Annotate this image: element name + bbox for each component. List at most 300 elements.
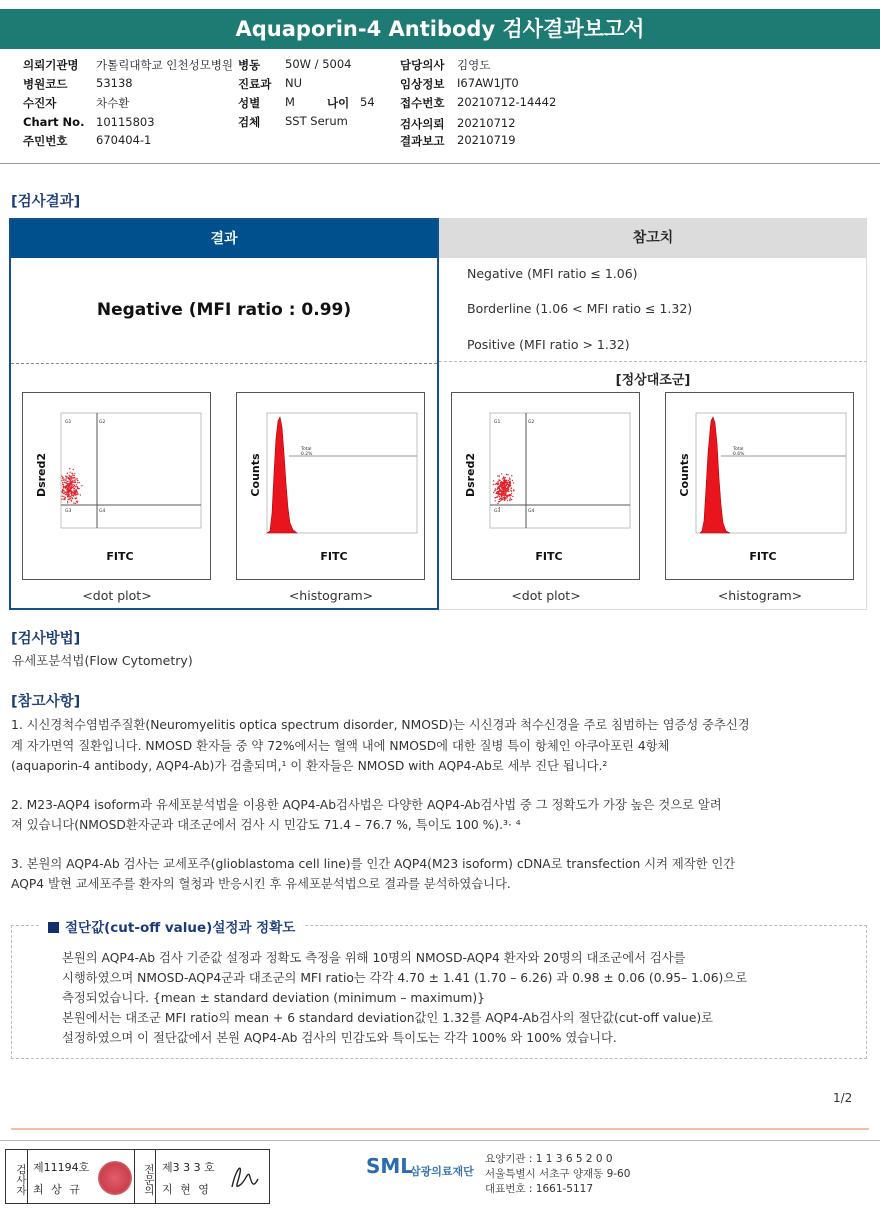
cell-event-dot [510,482,511,483]
cell-event-dot [61,476,62,477]
cell-event-dot [499,490,500,491]
control-histogram-svg [666,393,853,579]
cell-event-dot [500,494,501,495]
result-divider [11,363,437,364]
cell-event-dot [511,491,512,492]
footer [0,1144,880,1211]
cell-event-dot [77,492,78,493]
info-value: 20210712-14442 [457,95,557,109]
cell-event-dot [77,493,78,494]
cell-event-dot [76,494,77,495]
hist-xlabel: FITC [749,550,777,563]
cell-event-dot [79,488,80,489]
cell-event-dot [508,487,509,488]
cell-event-dot [67,501,68,502]
cell-event-dot [62,484,63,485]
hist-ylabel: Counts [249,453,262,497]
cutoff-line: 설정하였으며 이 절단값에서 본원 AQP4-Ab 검사의 민감도와 특이도는 각각 100% 와 100% 였습니다. [62,1031,617,1045]
info-value: 54 [360,95,375,109]
cell-event-dot [507,481,508,482]
patient-histogram-svg [237,393,424,579]
info-label: 검사의뢰 [400,117,445,131]
control-dot-plot [451,392,640,580]
cell-event-dot [76,484,77,485]
cell-event-dot [509,479,510,480]
cell-event-dot [507,474,508,475]
note-line: AQP4 발현 교세포주를 환자의 혈청과 반응시킨 후 유세포분석법으로 결과를 분석하였습니다. [11,877,511,891]
cell-event-dot [69,475,70,476]
cell-event-dot [76,501,77,502]
cell-event-dot [61,480,62,481]
sign1-name: 최 상 규 [33,1183,82,1196]
info-value: I67AW1JT0 [457,76,519,90]
cell-event-dot [509,478,510,479]
cell-event-dot [66,478,67,479]
cell-event-dot [73,486,74,487]
cell-event-dot [76,486,77,487]
cell-event-dot [509,499,510,500]
patient-dot-plot-svg [23,393,210,579]
cell-event-dot [69,496,70,497]
cell-event-dot [497,496,498,497]
cell-event-dot [79,482,80,483]
cell-event-dot [69,491,70,492]
cell-event-dot [511,499,512,500]
cell-event-dot [67,502,68,503]
cell-event-dot [493,480,494,481]
cell-event-dot [505,481,506,482]
info-label: 병원코드 [23,77,68,91]
cell-event-dot [68,478,69,479]
cell-event-dot [75,489,76,490]
cell-event-dot [506,495,507,496]
cell-event-dot [67,491,68,492]
cell-event-dot [495,484,496,485]
reference-header: 참고치 [439,218,867,258]
reference-negative: Negative (MFI ratio ≤ 1.06) [467,266,638,281]
gate-label: Total [733,447,744,452]
info-value: 670404-1 [96,133,152,147]
info-label: Chart No. [23,115,85,129]
org-info [485,1152,630,1197]
quadrant-g3: G3 [494,509,501,514]
cutoff-line: 시행하였으며 NMOSD-AQP4군과 대조군의 MFI ratio는 각각 4.70 ± 1.41 (1.70 – 6.26) 과 0.98 ± 0.06 (0.95– 1.06)으로 [62,971,748,985]
cell-event-dot [64,486,65,487]
hist-xlabel: FITC [320,550,348,563]
cell-event-dot [72,473,73,474]
cell-event-dot [74,485,75,486]
cell-event-dot [495,497,496,498]
info-label: 임상정보 [400,77,445,91]
info-label: 성별 [238,96,261,110]
cell-event-dot [64,498,65,499]
info-label: 나이 [327,96,350,110]
cell-event-dot [75,494,76,495]
cell-event-dot [497,488,498,489]
cell-event-dot [65,480,66,481]
dot-xlabel: FITC [106,550,134,563]
info-label: 의뢰기관명 [23,58,79,72]
cell-event-dot [504,491,505,492]
control-dot-caption: <dot plot> [511,588,581,603]
cell-event-dot [508,491,509,492]
dot-ylabel: Dsred2 [35,452,48,498]
cell-event-dot [498,493,499,494]
cell-event-dot [64,482,65,483]
cell-event-dot [77,501,78,502]
cell-event-dot [70,476,71,477]
cell-event-dot [498,492,499,493]
gate-label: Total [301,447,312,452]
cell-event-dot [505,487,506,488]
signature-icon [226,1159,266,1195]
cell-event-dot [500,486,501,487]
cell-event-dot [72,474,73,475]
cell-event-dot [497,482,498,483]
cell-event-dot [63,486,64,487]
cell-event-dot [506,480,507,481]
cell-event-dot [69,484,70,485]
gate-value: 0.6% [733,452,745,457]
reference-borderline: Borderline (1.06 < MFI ratio ≤ 1.32) [467,301,693,316]
cell-event-dot [499,480,500,481]
cell-event-dot [77,488,78,489]
cell-event-dot [511,475,512,476]
header-divider [0,163,880,164]
page-number: 1/2 [833,1091,853,1105]
cell-event-dot [497,481,498,482]
sign2-number: 제3 3 3 호 [162,1161,215,1174]
info-label: 결과보고 [400,134,445,148]
cell-event-dot [63,496,64,497]
cell-event-dot [502,498,503,499]
quadrant-g2: G2 [528,420,535,425]
cell-event-dot [72,498,73,499]
cell-event-dot [500,500,501,501]
cell-event-dot [73,469,74,470]
cell-event-dot [501,495,502,496]
sml-logo: SML [366,1154,414,1178]
info-value: 20210712 [457,116,516,130]
quadrant-g1: G1 [65,420,72,425]
cutoff-box [11,920,867,1059]
cell-event-dot [67,484,68,485]
cell-event-dot [68,495,69,496]
cell-event-dot [513,482,514,483]
patient-info [0,55,880,155]
cell-event-dot [505,497,506,498]
cell-event-dot [507,483,508,484]
cell-event-dot [70,486,71,487]
cell-event-dot [77,482,78,483]
cell-event-dot [66,487,67,488]
cell-event-dot [501,473,502,474]
note-line: 계 자가면역 질환입니다. NMOSD 환자들 중 약 72%에서는 혈액 내에 NMOSD에 대한 질병 특이 항체인 아쿠아포린 4항체 [11,738,670,753]
note-line: 3. 본원의 AQP4-Ab 검사는 교세포주(glioblastoma cell line)를 인간 AQP4(M23 isoform) cDNA로 transfection 시켜 제작한 인간 [11,856,736,871]
cell-event-dot [497,475,498,476]
quadrant-g1: G1 [494,420,501,425]
cell-event-dot [506,497,507,498]
cell-event-dot [507,490,508,491]
quadrant-g4: G4 [99,509,106,514]
cutoff-text [62,948,862,1048]
cell-event-dot [511,493,512,494]
note-line: 1. 시신경척수염범주질환(Neuromyelitis optica spectrum disorder, NMOSD)는 시신경과 척수신경을 주로 침범하는 염증성 중추신경 [11,718,750,732]
cell-event-dot [71,492,72,493]
cell-event-dot [75,492,76,493]
info-value: NU [285,76,303,90]
cell-event-dot [504,500,505,501]
cell-event-dot [502,493,503,494]
cell-event-dot [67,489,68,490]
gate-value: 0.2% [301,452,313,457]
result-value: Negative (MFI ratio : 0.99) [96,300,352,320]
sign1-label: 검사자 [6,1150,28,1203]
cell-event-dot [69,485,70,486]
cell-event-dot [499,496,500,497]
cell-event-dot [509,495,510,496]
cell-event-dot [497,491,498,492]
cell-event-dot [69,479,70,480]
cell-event-dot [73,477,74,478]
cell-event-dot [74,473,75,474]
cell-event-dot [493,484,494,485]
reference-divider [439,361,867,362]
cell-event-dot [495,488,496,489]
cell-event-dot [67,494,68,495]
patient-dot-plot [22,392,211,580]
cell-event-dot [73,492,74,493]
cell-event-dot [69,468,70,469]
org-code: 요양기관 : 1 1 3 6 5 2 0 0 [485,1153,613,1165]
cell-event-dot [74,490,75,491]
cell-event-dot [62,482,63,483]
cell-event-dot [494,490,495,491]
cell-event-dot [512,480,513,481]
cell-event-dot [67,486,68,487]
cell-event-dot [73,480,74,481]
cell-event-dot [504,479,505,480]
cell-event-dot [70,490,71,491]
patient-dot-caption: <dot plot> [82,588,152,603]
cell-event-dot [495,493,496,494]
org-phone: 대표번호 : 1661-5117 [485,1183,594,1195]
cell-event-dot [503,497,504,498]
cell-event-dot [61,499,62,500]
cell-event-dot [493,492,494,493]
info-value: 50W / 5004 [285,57,352,71]
notes [11,715,871,895]
cutoff-line: 본원에서는 대조군 MFI ratio의 mean + 6 standard deviation값인 1.32를 AQP4-Ab검사의 절단값(cut-off value)로 [62,1011,714,1025]
cell-event-dot [503,476,504,477]
cell-event-dot [62,478,63,479]
info-value: M [285,95,295,109]
quadrant-g2: G2 [99,420,106,425]
cell-event-dot [65,494,66,495]
cell-event-dot [71,487,72,488]
info-label: 병동 [238,58,261,72]
footer-divider [11,1128,869,1130]
cell-event-dot [81,485,82,486]
info-label: 검체 [238,115,261,129]
cell-event-dot [65,482,66,483]
patient-hist-caption: <histogram> [288,588,374,603]
cell-event-dot [71,483,72,484]
cell-event-dot [505,485,506,486]
cell-event-dot [72,484,73,485]
report-title: Aquaporin-4 Antibody 검사결과보고서 [0,9,880,49]
note-line: 져 있습니다(NMOSD환자군과 대조군에서 검사 시 민감도 71.4 – 76.7 %, 특이도 100 %).³· ⁴ [11,818,521,832]
cell-event-dot [66,492,67,493]
cell-event-dot [75,478,76,479]
cell-event-dot [505,495,506,496]
quadrant-g3: G3 [65,509,72,514]
control-label: [정상대조군] [615,373,691,388]
cell-event-dot [71,497,72,498]
cell-event-dot [509,484,510,485]
cell-event-dot [499,488,500,489]
cell-event-dot [65,491,66,492]
cutoff-line: 본원의 AQP4-Ab 검사 기준값 설정과 정확도 측정을 위해 10명의 NMOSD-AQP4 환자와 20명의 대조군에서 검사를 [62,951,686,965]
info-value: SST Serum [285,114,348,128]
sign2-label: 전문의 [134,1150,156,1203]
cell-event-dot [73,502,74,503]
hist-ylabel: Counts [678,453,691,497]
cell-event-dot [71,478,72,479]
cell-event-dot [66,485,67,486]
cell-event-dot [72,477,73,478]
cell-event-dot [77,480,78,481]
footer-rule [0,1140,880,1141]
cell-event-dot [75,497,76,498]
cell-event-dot [508,488,509,489]
control-hist-caption: <histogram> [717,588,803,603]
section-method-title: [검사방법] [11,631,81,647]
control-histogram [665,392,854,580]
cell-event-dot [67,476,68,477]
cell-event-dot [67,481,68,482]
cell-event-dot [68,487,69,488]
cutoff-line: 측정되었습니다. {mean ± standard deviation (minimum – maximum)} [62,991,486,1005]
note-line: 2. M23-AQP4 isoform과 유세포분석법을 이용한 AQP4-Ab검사법은 다양한 AQP4-Ab검사법 중 그 정확도가 가장 높은 것으로 알려 [11,797,722,812]
cell-event-dot [508,485,509,486]
cell-event-dot [497,484,498,485]
dot-ylabel: Dsred2 [464,452,477,498]
method-text: 유세포분석법(Flow Cytometry) [12,653,193,668]
official-seal-icon [98,1161,132,1195]
info-value: 10115803 [96,115,155,129]
cell-event-dot [498,501,499,502]
cell-event-dot [73,494,74,495]
note-line: (aquaporin-4 antibody, AQP4-Ab)가 검출되며,¹ 이 환자들은 NMOSD with AQP4-Ab로 세부 진단 됩니다.² [11,759,608,773]
cell-event-dot [75,503,76,504]
result-header: 결과 [11,220,437,258]
info-label: 담당의사 [400,58,445,72]
info-label: 수진자 [23,96,57,110]
info-value: 가톨릭대학교 인천성모병원 [96,58,233,72]
reference-positive: Positive (MFI ratio > 1.32) [467,337,630,352]
cell-event-dot [507,500,508,501]
cell-event-dot [503,487,504,488]
quadrant-g4: G4 [528,509,535,514]
cell-event-dot [68,492,69,493]
section-notes-title: [참고사항] [11,694,81,710]
cell-event-dot [71,481,72,482]
cell-event-dot [62,496,63,497]
cutoff-heading [40,916,303,936]
patient-histogram [236,392,425,580]
cell-event-dot [75,481,76,482]
signature-block [5,1149,270,1204]
cell-event-dot [68,499,69,500]
cell-event-dot [65,487,66,488]
cell-event-dot [67,473,68,474]
info-value: 53138 [96,76,133,90]
cell-event-dot [73,482,74,483]
cell-event-dot [65,497,66,498]
cell-event-dot [505,493,506,494]
cell-event-dot [499,475,500,476]
cell-event-dot [505,490,506,491]
info-value: 김영도 [457,58,491,72]
cell-event-dot [67,483,68,484]
dot-xlabel: FITC [535,550,563,563]
cell-event-dot [500,482,501,483]
cell-event-dot [505,477,506,478]
org-name: 삼광의료재단 [410,1165,474,1178]
cell-event-dot [62,489,63,490]
cell-event-dot [73,488,74,489]
cell-event-dot [69,482,70,483]
sign2-name: 지 현 영 [162,1183,211,1196]
cell-event-dot [508,480,509,481]
cell-event-dot [80,494,81,495]
cell-event-dot [513,490,514,491]
cell-event-dot [510,498,511,499]
cell-event-dot [63,480,64,481]
info-value: 20210719 [457,133,516,147]
info-value: 차수환 [96,96,130,110]
cell-event-dot [497,503,498,504]
cell-event-dot [62,492,63,493]
cell-event-dot [68,494,69,495]
cell-event-dot [63,487,64,488]
cell-event-dot [505,491,506,492]
cell-event-dot [70,498,71,499]
cell-event-dot [74,475,75,476]
cell-event-dot [505,498,506,499]
section-result-title: [검사결과] [11,194,81,210]
sign1-number: 제11194호 [33,1161,90,1174]
cell-event-dot [69,472,70,473]
cell-event-dot [500,483,501,484]
cell-event-dot [70,488,71,489]
info-label: 접수번호 [400,96,445,110]
info-label: 진료과 [238,77,272,91]
cell-event-dot [510,485,511,486]
cell-event-dot [68,481,69,482]
cell-event-dot [503,483,504,484]
cell-event-dot [77,502,78,503]
cell-event-dot [70,499,71,500]
org-address: 서울특별시 서초구 양재동 9-60 [485,1168,631,1180]
cell-event-dot [506,474,507,475]
cell-event-dot [495,500,496,501]
cell-event-dot [501,481,502,482]
info-label: 주민번호 [23,134,68,148]
cell-event-dot [502,489,503,490]
cutoff-title: 절단값(cut-off value)설정과 정확도 [65,920,296,936]
